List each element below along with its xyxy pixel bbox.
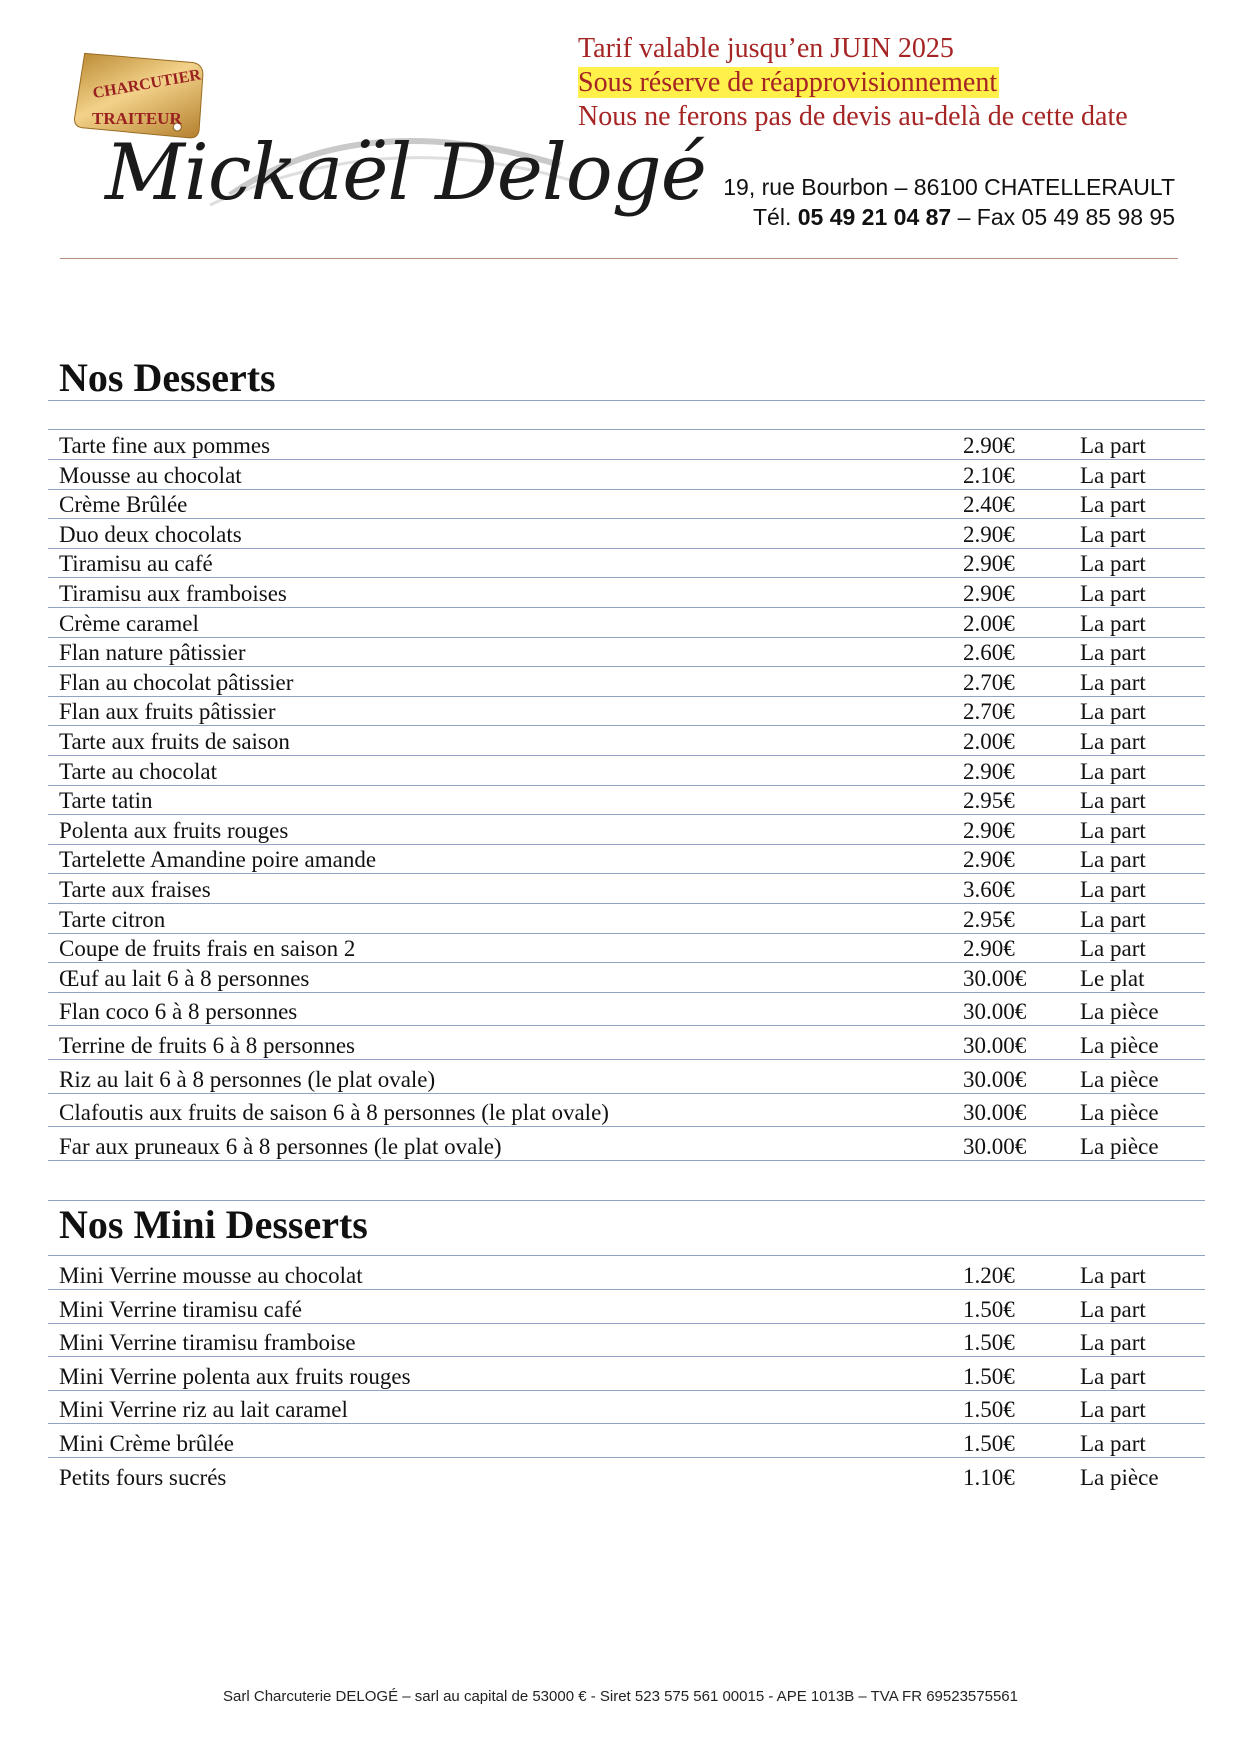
item-unit: La part (1069, 933, 1205, 963)
section-rule (48, 400, 1205, 401)
item-name: Tiramisu aux framboises (48, 578, 952, 608)
desserts-table (48, 430, 1205, 1161)
item-name: Flan coco 6 à 8 personnes (48, 992, 952, 1026)
item-name: Mousse au chocolat (48, 460, 952, 490)
price-tag-logo (70, 44, 218, 139)
table-row (48, 756, 1205, 786)
item-unit: La pièce (1069, 1127, 1205, 1161)
item-unit: La part (1069, 489, 1205, 519)
item-price: 2.70€ (952, 667, 1069, 697)
item-unit: La part (1069, 667, 1205, 697)
contact-block (723, 172, 1175, 232)
item-unit: La part (1069, 785, 1205, 815)
item-name: Tarte aux fruits de saison (48, 726, 952, 756)
item-price: 30.00€ (952, 1026, 1069, 1060)
item-name: Tarte citron (48, 904, 952, 934)
item-name: Flan nature pâtissier (48, 637, 952, 667)
item-price: 3.60€ (952, 874, 1069, 904)
item-name: Polenta aux fruits rouges (48, 815, 952, 845)
item-price: 2.10€ (952, 460, 1069, 490)
item-unit: La part (1069, 844, 1205, 874)
item-price: 2.70€ (952, 696, 1069, 726)
item-unit: La part (1069, 608, 1205, 638)
item-unit: La part (1069, 430, 1205, 460)
item-name: Mini Crème brûlée (48, 1424, 952, 1458)
signature: Mickaël Delogé (105, 128, 706, 218)
table-row (48, 1256, 1205, 1290)
item-name: Œuf au lait 6 à 8 personnes (48, 963, 952, 993)
item-price: 1.50€ (952, 1323, 1069, 1357)
table-row (48, 519, 1205, 549)
legal-footer: Sarl Charcuterie DELOGÉ – sarl au capital de 53000 € - Siret 523 575 561 00015 - APE 1013B – TVA FR 69523575561 (223, 1688, 1018, 1705)
item-price: 2.90€ (952, 578, 1069, 608)
item-name: Crème Brûlée (48, 489, 952, 519)
item-name: Tarte tatin (48, 785, 952, 815)
logo-tag-line2: TRAITEUR (92, 109, 182, 128)
item-name: Mini Verrine tiramisu framboise (48, 1323, 952, 1357)
item-price: 30.00€ (952, 1093, 1069, 1127)
item-unit: La part (1069, 874, 1205, 904)
table-row (48, 1290, 1205, 1324)
item-name: Flan aux fruits pâtissier (48, 696, 952, 726)
table-row (48, 933, 1205, 963)
item-unit: La part (1069, 548, 1205, 578)
logo-tag-line1: CHARCUTIER (91, 66, 203, 103)
item-price: 2.95€ (952, 785, 1069, 815)
table-row (48, 489, 1205, 519)
item-price: 2.95€ (952, 904, 1069, 934)
item-name: Terrine de fruits 6 à 8 personnes (48, 1026, 952, 1060)
item-name: Mini Verrine riz au lait caramel (48, 1390, 952, 1424)
table-row (48, 430, 1205, 460)
table-row (48, 1059, 1205, 1093)
item-price: 2.90€ (952, 844, 1069, 874)
notice-line-1: Tarif valable jusqu’en JUIN 2025 (578, 33, 954, 64)
item-unit: La part (1069, 1256, 1205, 1290)
table-row (48, 992, 1205, 1026)
item-unit: La part (1069, 1424, 1205, 1458)
item-price: 30.00€ (952, 963, 1069, 993)
item-unit: La part (1069, 460, 1205, 490)
item-price: 2.90€ (952, 756, 1069, 786)
item-unit: La part (1069, 904, 1205, 934)
item-unit: La part (1069, 578, 1205, 608)
item-name: Tarte au chocolat (48, 756, 952, 786)
table-row (48, 904, 1205, 934)
table-row (48, 460, 1205, 490)
item-name: Tarte aux fraises (48, 874, 952, 904)
table-row (48, 637, 1205, 667)
item-name: Riz au lait 6 à 8 personnes (le plat ovale) (48, 1059, 952, 1093)
notice-line-3: Nous ne ferons pas de devis au-delà de cette date (578, 101, 1128, 132)
item-price: 1.50€ (952, 1290, 1069, 1324)
item-name: Coupe de fruits frais en saison 2 (48, 933, 952, 963)
section-title-mini-desserts: Nos Mini Desserts (59, 1202, 368, 1247)
item-price: 2.00€ (952, 608, 1069, 638)
section-title-desserts: Nos Desserts (59, 355, 276, 400)
section-rule (48, 1200, 1205, 1201)
table-row (48, 1390, 1205, 1424)
item-unit: La pièce (1069, 1059, 1205, 1093)
item-unit: La part (1069, 696, 1205, 726)
item-unit: La part (1069, 637, 1205, 667)
item-price: 2.90€ (952, 548, 1069, 578)
item-unit: La pièce (1080, 1464, 1159, 1490)
table-row (48, 1093, 1205, 1127)
item-price: 1.50€ (952, 1424, 1069, 1458)
item-unit: La part (1069, 1357, 1205, 1391)
table-row (48, 874, 1205, 904)
item-name: Mini Verrine tiramisu café (48, 1290, 952, 1324)
item-unit: La part (1069, 756, 1205, 786)
table-row (48, 726, 1205, 756)
table-row (48, 696, 1205, 726)
item-name: Mini Verrine mousse au chocolat (48, 1256, 952, 1290)
fax: – Fax 05 49 85 98 95 (957, 204, 1175, 230)
item-price: 1.20€ (952, 1256, 1069, 1290)
table-row (48, 815, 1205, 845)
item-price: 30.00€ (952, 1127, 1069, 1161)
item-price: 2.90€ (952, 815, 1069, 845)
item-unit: Le plat (1069, 963, 1205, 993)
table-row (48, 1424, 1205, 1458)
item-price: 1.50€ (952, 1390, 1069, 1424)
item-unit: La part (1069, 1323, 1205, 1357)
tel-number: 05 49 21 04 87 (797, 204, 952, 230)
table-row (48, 1357, 1205, 1391)
item-price: 2.00€ (952, 726, 1069, 756)
validity-notice (578, 32, 1128, 134)
item-unit: La part (1069, 726, 1205, 756)
item-unit: La pièce (1069, 1093, 1205, 1127)
item-name: Clafoutis aux fruits de saison 6 à 8 personnes (le plat ovale) (48, 1093, 952, 1127)
item-name: Duo deux chocolats (48, 519, 952, 549)
tel-label: Tél. (753, 204, 792, 230)
table-row (48, 548, 1205, 578)
item-name: Tiramisu au café (48, 548, 952, 578)
item-price: 1.50€ (952, 1357, 1069, 1391)
table-row (48, 1457, 1205, 1491)
item-unit: La part (1069, 1290, 1205, 1324)
item-price: 30.00€ (952, 992, 1069, 1026)
item-price: 30.00€ (952, 1059, 1069, 1093)
table-row (48, 1026, 1205, 1060)
item-price: 2.60€ (952, 637, 1069, 667)
notice-line-2: Sous réserve de réapprovisionnement (578, 67, 998, 98)
table-row (48, 963, 1205, 993)
table-row (48, 785, 1205, 815)
item-unit: La pièce (1069, 992, 1205, 1026)
table-row (48, 844, 1205, 874)
table-row (48, 667, 1205, 697)
item-price: 2.90€ (952, 933, 1069, 963)
item-unit: La part (1069, 519, 1205, 549)
item-name: Mini Verrine polenta aux fruits rouges (48, 1357, 952, 1391)
table-row (48, 578, 1205, 608)
item-price: 2.90€ (952, 519, 1069, 549)
phone-fax (723, 202, 1175, 232)
mini-desserts-table (48, 1256, 1205, 1491)
header-divider (60, 258, 1178, 259)
item-unit: La part (1069, 815, 1205, 845)
item-unit: La pièce (1069, 1026, 1205, 1060)
item-name: Far aux pruneaux 6 à 8 personnes (le plat ovale) (48, 1127, 952, 1161)
address: 19, rue Bourbon – 86100 CHATELLERAULT (723, 174, 1175, 200)
item-price: 1.10€ (963, 1464, 1015, 1490)
item-unit: La part (1069, 1390, 1205, 1424)
item-name: Flan au chocolat pâtissier (48, 667, 952, 697)
table-row (48, 1127, 1205, 1161)
item-name: Crème caramel (48, 608, 952, 638)
item-price: 2.40€ (952, 489, 1069, 519)
table-row (48, 1323, 1205, 1357)
item-name: Tartelette Amandine poire amande (48, 844, 952, 874)
item-name: Tarte fine aux pommes (48, 430, 952, 460)
item-price: 2.90€ (952, 430, 1069, 460)
table-row (48, 608, 1205, 638)
item-name: Petits fours sucrés (59, 1464, 227, 1490)
